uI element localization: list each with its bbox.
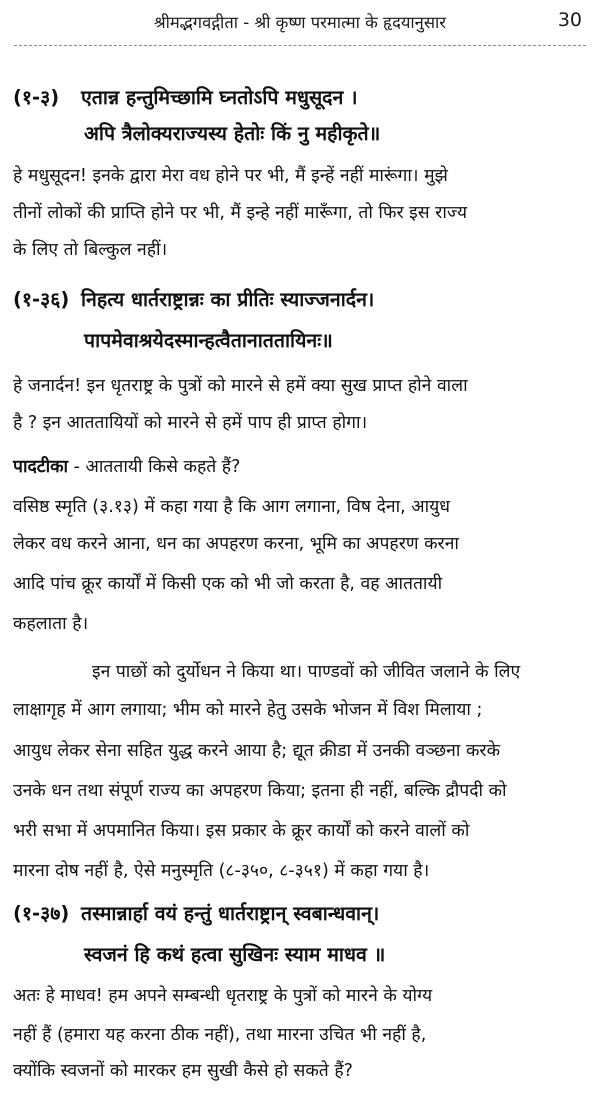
paragraph-line-2: लाक्षागृह में आग लगाया; भीम को मारने हेतु उसके भोजन में विश मिलाया ; [13,700,483,720]
explanation-1-line-2: तीनों लोकों की प्राप्ति होने पर भी, मैं इन्हे नहीं मारूँगा, तो फिर इस राज्य [13,203,468,223]
verse-1-line-1 [13,83,357,110]
page-number: 30 [557,9,582,31]
paragraph-line-4: उनके धन तथा संपूर्ण राज्य का अपहरण किया; इतना ही नहीं, बल्कि द्रौपदी को [13,781,507,801]
verse-3-line-2: स्वजनं हि कथं हत्वा सुखिनः स्याम माधव ॥ [84,943,386,966]
running-title: श्रीमद्भगवद्गीता - श्री कृष्ण परमात्मा के हृदयानुसार [153,13,447,32]
verse-3-text-1: तस्मान्नार्हा वयं हन्तुं धार्तराष्ट्रान् स्वबान्धवान्। [81,902,380,925]
footnote-line-4: कहलाता है। [13,614,89,634]
explanation-2-line-2: है ? इन आततायियों को मारने से हमें पाप ही प्राप्त होगा। [13,413,368,433]
verse-2-text-1: निहत्य धार्तराष्ट्रान्नः का प्रीतिः स्याज्जनार्दन। [81,288,375,311]
footnote-heading [13,454,240,478]
verse-2-line-2: पापमेवाश्रयेदस्मान्हत्वैतानाततायिनः॥ [84,329,333,352]
verse-1-text-1: एतान्न हन्तुमिच्छामि घ्नतोऽपि मधुसूदन । [81,86,358,109]
verse-1-line-2: अपि त्रैलोक्यराज्यस्य हेतोः किं नु महीकृते॥ [84,122,381,145]
header-divider [14,45,586,46]
explanation-1-line-1: हे मधुसूदन! इनके द्वारा मेरा वध होने पर भी, मैं इन्हें नहीं मारूंगा। मुझे [13,166,448,186]
explanation-2-line-1: हे जनार्दन! इन धृतराष्ट्र के पुत्रों को मारने से हमें क्या सुख प्राप्त होने वाला [13,376,468,396]
footnote-line-1: वसिष्ठ स्मृति (३.१३) में कहा गया है कि आग लगाना, विष देना, आयुध [13,497,451,517]
footnote-line-2: लेकर वध करने आना, धन का अपहरण करना, भूमि का अपहरण करना [13,534,459,554]
footnote-line-3: आदि पांच क्रूर कार्यों में किसी एक को भी जो करता है, वह आततायी [13,574,443,594]
page-header [0,0,600,44]
explanation-3-line-3: क्योंकि स्वजनों को मारकर हम सुखी कैसे हो सकते हैं? [13,1061,353,1081]
footnote-label: पादटीका [13,457,69,477]
verse-3-number: (१-३७) [13,902,70,925]
verse-3-line-1 [13,899,379,926]
paragraph-line-1: इन पाछों को दुर्योधन ने किया था। पाण्डवों को जीवित जलाने के लिए [92,662,521,682]
paragraph-line-5: भरी सभा में अपमानित किया। इस प्रकार के क्रूर कार्यों को करने वालों को [13,821,470,841]
paragraph-line-3: आयुध लेकर सेना सहित युद्ध करने आया है; द्यूत क्रीडा में उनकी वञ्छना करके [13,741,501,761]
footnote-question: - आततायी किसे कहते हैं? [68,457,241,477]
paragraph-line-6: मारना दोष नहीं है, ऐसे मनुस्मृति (८-३५०, ८-३५१) में कहा गया है। [13,861,430,881]
verse-2-line-1 [13,285,374,312]
explanation-3-line-2: नहीं हैं (हमारा यह करना ठीक नहीं), तथा मारना उचित भी नहीं है, [13,1025,427,1045]
verse-2-number: (१-३६) [13,288,70,311]
explanation-1-line-3: के लिए तो बिल्कुल नहीं। [13,240,168,260]
explanation-3-line-1: अतः हे माधव! हम अपने सम्बन्धी धृतराष्ट्र के पुत्रों को मारने के योग्य [13,986,433,1006]
verse-1-number: (१-३) [13,86,60,109]
